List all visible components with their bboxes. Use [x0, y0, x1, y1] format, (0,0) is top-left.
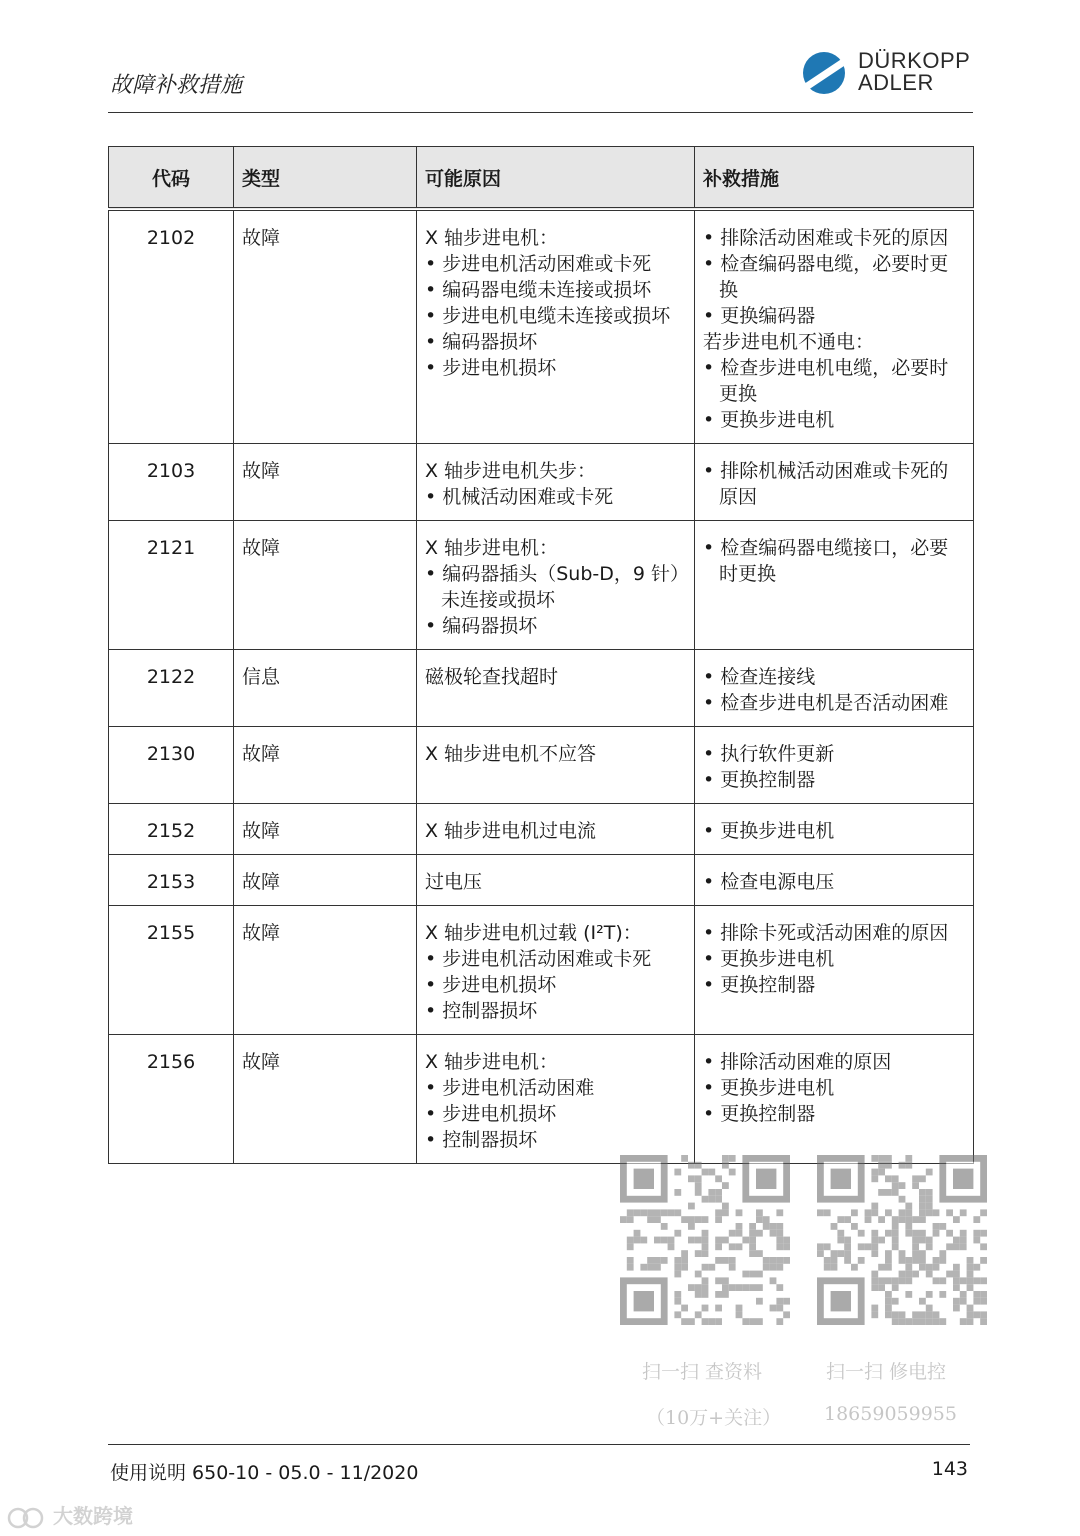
remedy-line: • 更换控制器	[703, 972, 965, 998]
cause-line: • 步进电机损坏	[425, 1101, 686, 1127]
fault-code-cell: 2122	[109, 650, 234, 727]
table-row	[109, 1035, 974, 1164]
remedy-cell	[695, 209, 974, 444]
possible-cause-cell	[417, 727, 695, 804]
fault-code-cell: 2121	[109, 521, 234, 650]
cause-line: X 轴步进电机：	[425, 227, 559, 249]
remedy-cell	[695, 804, 974, 855]
cause-line: • 控制器损坏	[425, 1127, 686, 1153]
possible-cause-cell	[417, 650, 695, 727]
cause-line: • 编码器电缆未连接或损坏	[425, 277, 686, 303]
cause-line: X 轴步进电机：	[425, 537, 559, 559]
table-header-row	[109, 147, 974, 210]
cause-line: X 轴步进电机：	[425, 1051, 559, 1073]
page-section-title: 故障补救措施	[110, 73, 243, 98]
table-row	[109, 209, 974, 444]
remedy-cell	[695, 521, 974, 650]
qr-code-icon	[620, 1155, 795, 1325]
cause-line: • 编码器插头（Sub-D，9 针）未连接或损坏	[425, 561, 686, 613]
remedy-line: • 排除机械活动困难或卡死的原因	[703, 458, 965, 510]
remedy-line: • 执行软件更新	[703, 741, 965, 767]
qr-left-caption-1: 扫一扫 查资料	[642, 1361, 763, 1383]
possible-cause-cell	[417, 855, 695, 906]
header-cause: 可能原因	[417, 147, 695, 210]
remedy-cell	[695, 444, 974, 521]
possible-cause-cell	[417, 209, 695, 444]
remedy-line: • 检查编码器电缆，必要时更换	[703, 251, 965, 303]
remedy-line: • 更换编码器	[703, 303, 965, 329]
fault-code-cell: 2152	[109, 804, 234, 855]
remedy-line: 若步进电机不通电：	[703, 331, 875, 353]
fault-code-cell: 2102	[109, 209, 234, 444]
qr-code-icon	[817, 1155, 987, 1325]
qr-right-caption-1: 扫一扫 修电控	[826, 1361, 947, 1383]
remedy-line: • 更换控制器	[703, 767, 965, 793]
logo-mark-icon	[800, 50, 854, 96]
remedy-cell	[695, 906, 974, 1035]
fault-code-cell: 2153	[109, 855, 234, 906]
logo-text-line2: ADLER	[858, 70, 934, 95]
fault-type-cell: 故障	[234, 521, 417, 650]
cause-line: • 编码器损坏	[425, 329, 686, 355]
fault-type-cell: 故障	[234, 444, 417, 521]
remedy-line: • 更换步进电机	[703, 818, 965, 844]
fault-type-cell: 故障	[234, 1035, 417, 1164]
remedy-line: • 排除活动困难的原因	[703, 1049, 965, 1075]
remedy-line: • 检查步进电机电缆，必要时更换	[703, 355, 965, 407]
watermark-logo-icon	[6, 1505, 46, 1531]
cause-line: 过电压	[425, 871, 483, 893]
cause-line: • 步进电机活动困难或卡死	[425, 251, 686, 277]
logo-text-line1: DÜRKOPP	[858, 48, 971, 73]
qr-left-caption-2: （10万+关注）	[646, 1407, 782, 1429]
cause-line: X 轴步进电机过载 (I²T)：	[425, 922, 642, 944]
cause-line: X 轴步进电机过电流	[425, 820, 597, 842]
possible-cause-cell	[417, 906, 695, 1035]
cause-line: • 步进电机电缆未连接或损坏	[425, 303, 686, 329]
cause-line: • 步进电机活动困难或卡死	[425, 946, 686, 972]
cause-line: • 控制器损坏	[425, 998, 686, 1024]
header-code: 代码	[109, 147, 234, 210]
table-row	[109, 804, 974, 855]
possible-cause-cell	[417, 804, 695, 855]
remedy-line: • 更换步进电机	[703, 407, 965, 433]
cause-line: • 步进电机活动困难	[425, 1075, 686, 1101]
cause-line: • 机械活动困难或卡死	[425, 484, 686, 510]
cause-line: X 轴步进电机失步：	[425, 460, 597, 482]
remedy-line: • 排除活动困难或卡死的原因	[703, 225, 965, 251]
fault-code-cell: 2103	[109, 444, 234, 521]
remedy-cell	[695, 650, 974, 727]
page-number: 143	[931, 1458, 968, 1480]
fault-code-table	[108, 146, 974, 1164]
header-type: 类型	[234, 147, 417, 210]
cause-line: 磁极轮查找超时	[425, 666, 559, 688]
remedy-line: • 更换步进电机	[703, 946, 965, 972]
cause-line: X 轴步进电机不应答	[425, 743, 597, 765]
table-row	[109, 650, 974, 727]
fault-type-cell: 故障	[234, 727, 417, 804]
cause-line: • 步进电机损坏	[425, 355, 686, 381]
watermark-text: 大数跨境	[52, 1504, 133, 1528]
possible-cause-cell	[417, 521, 695, 650]
fault-type-cell: 故障	[234, 855, 417, 906]
qr-right-caption-2: 18659059955	[824, 1403, 957, 1425]
brand-logo	[800, 48, 980, 100]
cause-line: • 编码器损坏	[425, 613, 686, 639]
remedy-line: • 检查连接线	[703, 664, 965, 690]
remedy-cell	[695, 1035, 974, 1164]
remedy-line: • 更换控制器	[703, 1101, 965, 1127]
possible-cause-cell	[417, 444, 695, 521]
fault-type-cell: 故障	[234, 804, 417, 855]
remedy-line: • 检查电源电压	[703, 869, 965, 895]
fault-code-cell: 2156	[109, 1035, 234, 1164]
footer-doc-reference: 使用说明 650-10 - 05.0 - 11/2020	[110, 1462, 419, 1484]
cause-line: • 步进电机损坏	[425, 972, 686, 998]
possible-cause-cell	[417, 1035, 695, 1164]
table-row	[109, 855, 974, 906]
remedy-line: • 检查编码器电缆接口，必要时更换	[703, 535, 965, 587]
remedy-line: • 检查步进电机是否活动困难	[703, 690, 965, 716]
header-remedy: 补救措施	[695, 147, 974, 210]
fault-type-cell: 信息	[234, 650, 417, 727]
remedy-line: • 更换步进电机	[703, 1075, 965, 1101]
table-row	[109, 521, 974, 650]
watermark	[6, 1500, 133, 1531]
fault-type-cell: 故障	[234, 209, 417, 444]
fault-code-cell: 2130	[109, 727, 234, 804]
fault-type-cell: 故障	[234, 906, 417, 1035]
remedy-line: • 排除卡死或活动困难的原因	[703, 920, 965, 946]
header-divider	[108, 112, 973, 113]
fault-code-cell: 2155	[109, 906, 234, 1035]
table-row	[109, 906, 974, 1035]
footer-divider	[108, 1444, 970, 1445]
table-row	[109, 727, 974, 804]
qr-code-overlay	[620, 1155, 990, 1435]
table-row	[109, 444, 974, 521]
remedy-cell	[695, 855, 974, 906]
remedy-cell	[695, 727, 974, 804]
